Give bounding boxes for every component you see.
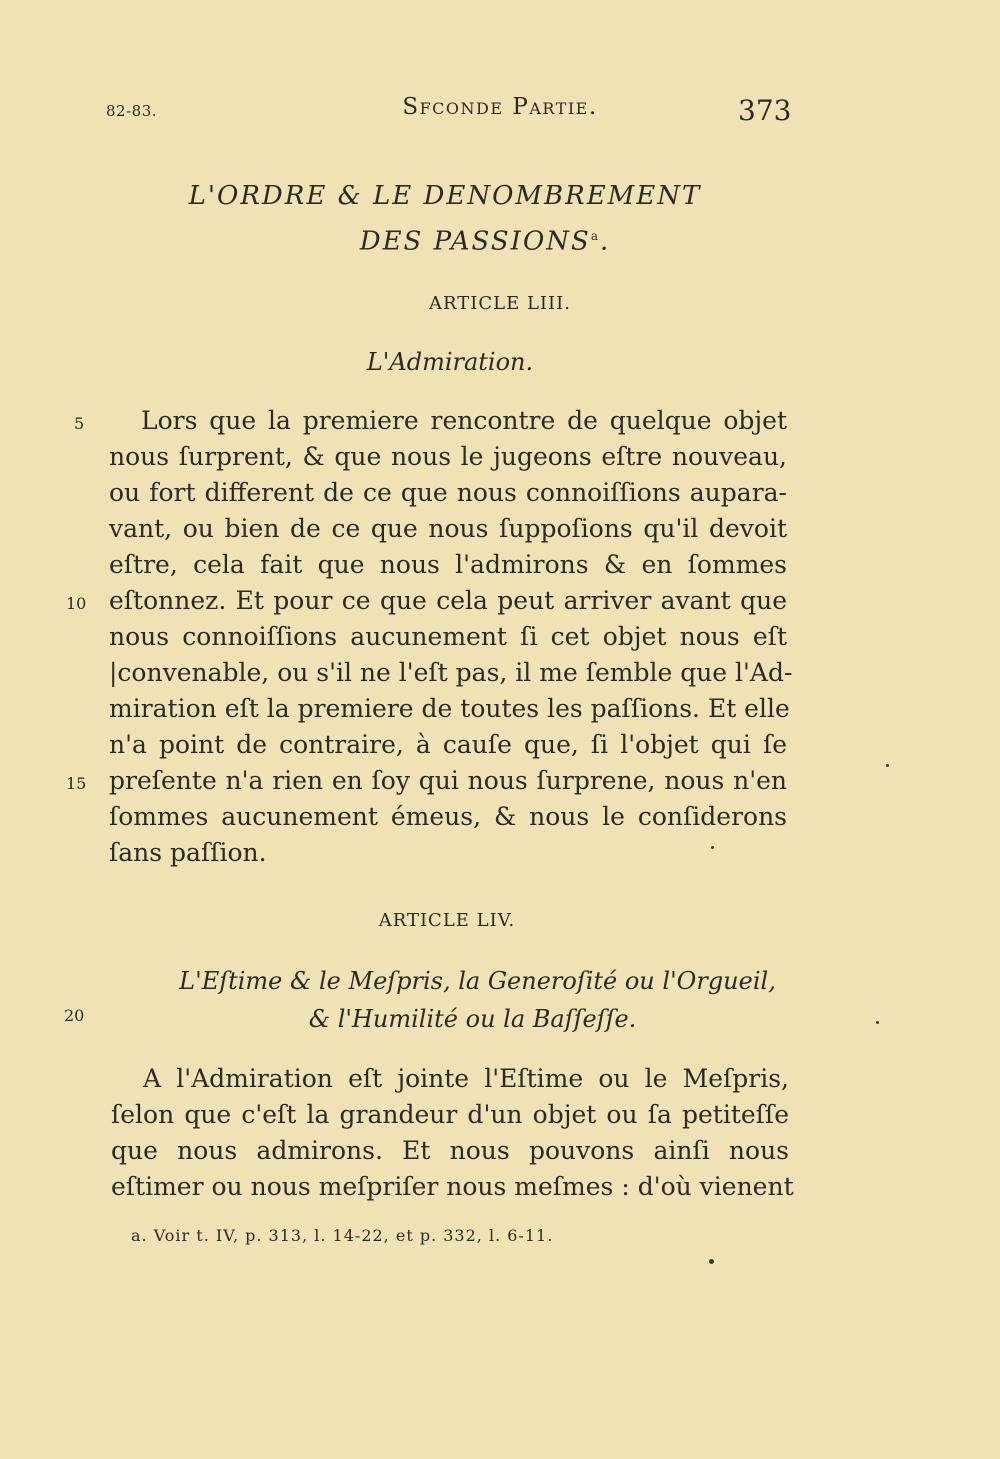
running-head [0, 94, 1000, 128]
article-heading-54: ARTICLE LIV. [378, 910, 516, 931]
text-line: eſtre, cela fait que nous l'admirons & en ſommes [109, 550, 787, 579]
line-number-5: 5 [74, 414, 85, 433]
text-line: vant, ou bien de ce que nous ſuppoſions qu'il devoit [109, 514, 787, 543]
page-number: 373 [738, 94, 792, 127]
text-line: Lors que la premiere rencontre de quelque objet [141, 406, 787, 435]
running-title: Sfconde Partie. [402, 94, 598, 120]
text-line: ſelon que c'eſt la grandeur d'un objet ou ſa petiteſſe [111, 1100, 789, 1129]
chapter-title [0, 176, 1000, 262]
article-heading-53: ARTICLE LIII. [429, 293, 571, 314]
footnote-marker: a [590, 229, 600, 243]
text-line: n'a point de contraire, à cauſe que, ſi l'objet qui ſe [109, 730, 787, 759]
text-line: A l'Admiration eſt jointe l'Eſtime ou le Meſpris, [143, 1064, 789, 1093]
ink-speck [711, 846, 714, 849]
article-subtitle-54-line-1: L'Eſtime & le Meſpris, la Generoſité ou l'Orgueil, [179, 967, 776, 995]
chapter-title-line-1: L'ORDRE & LE DENOMBREMENT [188, 181, 702, 211]
text-line: |convenable, ou s'il ne l'eſt pas, il me ſemble que l'Ad- [109, 658, 793, 687]
line-number-20: 20 [64, 1006, 85, 1025]
line-number-15: 15 [66, 774, 87, 793]
ink-speck [876, 1021, 879, 1024]
article-53-paragraph [109, 403, 793, 871]
text-line: eſtimer ou nous meſpriſer nous meſmes : d'où vienent [111, 1172, 794, 1201]
folio-reference: 82-83. [106, 102, 158, 120]
article-subtitle-54 [0, 962, 1000, 1038]
text-line: ſommes aucunement émeus, & nous le conſiderons [109, 802, 787, 831]
article-54-paragraph [111, 1061, 794, 1205]
text-line: que nous admirons. Et nous pouvons ainſi nous [111, 1136, 789, 1165]
text-line: ſans paſſion. [109, 838, 267, 867]
ink-speck [709, 1259, 714, 1264]
text-line: preſente n'a rien en ſoy qui nous ſurprene, nous n'en [109, 766, 787, 795]
text-line: ou fort different de ce que nous connoiſſions aupara- [109, 478, 787, 507]
chapter-title-line-2: DES PASSIONS$^a$. [359, 226, 611, 257]
article-subtitle-53: L'Admiration. [366, 348, 534, 376]
ink-speck [886, 764, 889, 767]
chapter-title-line-2-text: DES PASSIONS [359, 226, 591, 257]
footnote: a. Voir t. IV, p. 313, l. 14-22, et p. 332, l. 6-11. [131, 1226, 554, 1245]
article-subtitle-54-line-2: & l'Humilité ou la Baſſeſſe. [308, 1005, 637, 1033]
text-line: miration eſt la premiere de toutes les paſſions. Et elle [109, 694, 790, 723]
text-line: nous connoiſſions aucunement ſi cet objet nous eſt [109, 622, 787, 651]
text-line: eſtonnez. Et pour ce que cela peut arriver avant que [109, 586, 787, 615]
line-number-10: 10 [66, 594, 87, 613]
text-line: nous ſurprent, & que nous le jugeons eſtre nouveau, [109, 442, 787, 471]
